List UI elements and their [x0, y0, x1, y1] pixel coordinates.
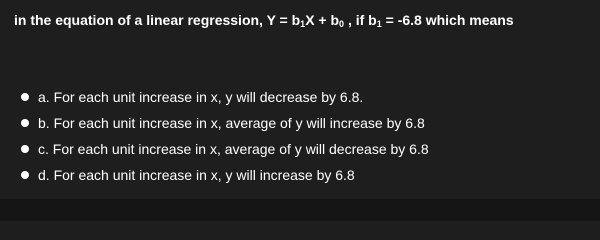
question-part-2: X + b [305, 12, 340, 28]
question-subscript-1: 1 [300, 19, 306, 29]
option-c[interactable] [21, 136, 429, 162]
radio-button-icon[interactable] [21, 93, 29, 101]
option-b[interactable] [21, 110, 429, 136]
answer-options [21, 84, 429, 188]
option-d[interactable] [21, 162, 429, 188]
option-a-label: a. For each unit increase in x, y will decrease by 6.8. [38, 89, 364, 105]
question-part-3: , if b [344, 12, 377, 28]
option-a[interactable] [21, 84, 429, 110]
question-text [14, 12, 514, 28]
radio-button-icon[interactable] [21, 145, 29, 153]
option-d-label: d. For each unit increase in x, y will increase by 6.8 [38, 167, 355, 183]
question-subscript-1b: 1 [376, 19, 382, 29]
question-subscript-0: 0 [339, 19, 345, 29]
radio-button-icon[interactable] [21, 171, 29, 179]
radio-button-icon[interactable] [21, 119, 29, 127]
question-part-1: in the equation of a linear regression, Y = b [14, 12, 301, 28]
option-b-label: b. For each unit increase in x, average of y will increase by 6.8 [38, 115, 425, 131]
option-c-label: c. For each unit increase in x, average of y will decrease by 6.8 [38, 141, 429, 157]
bottom-bar [0, 199, 600, 221]
question-part-4: = -6.8 which means [381, 12, 514, 28]
